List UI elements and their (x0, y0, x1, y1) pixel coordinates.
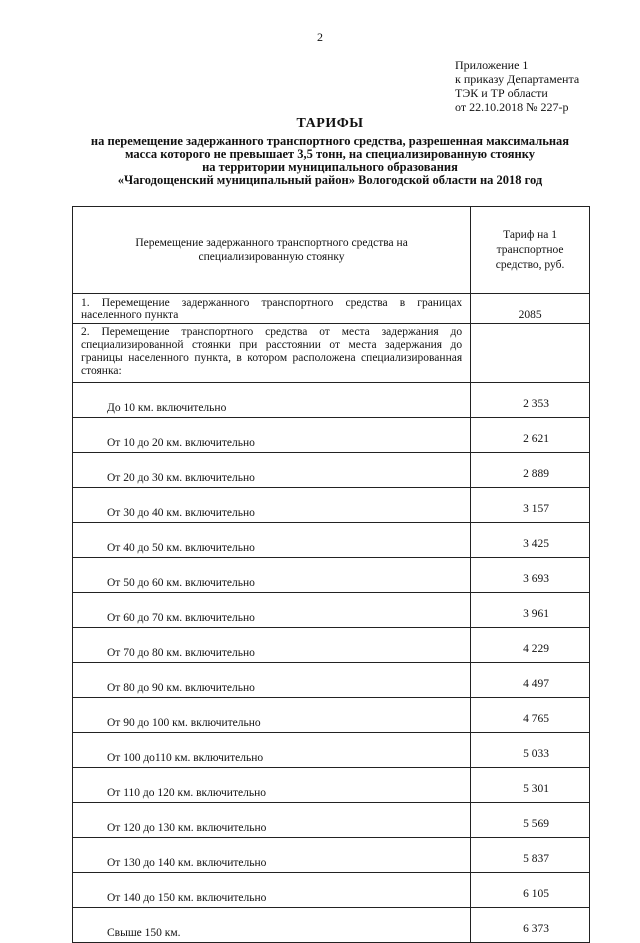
table-row (73, 488, 590, 523)
tariff-value: 3 425 (471, 523, 590, 558)
distance-label: От 40 до 50 км. включительно (73, 523, 471, 558)
table-header-row (73, 207, 590, 294)
table-row (73, 663, 590, 698)
table-row (73, 453, 590, 488)
table-row (73, 294, 590, 324)
appendix-line: к приказу Департамента (455, 72, 580, 86)
distance-label: От 100 до110 км. включительно (73, 733, 471, 768)
tariff-value: 6 105 (471, 873, 590, 908)
tariff-value: 5 033 (471, 733, 590, 768)
tariff-value: 5 837 (471, 838, 590, 873)
tariff-value: 3 693 (471, 558, 590, 593)
distance-label: От 50 до 60 км. включительно (73, 558, 471, 593)
table-row (73, 838, 590, 873)
table-row (73, 558, 590, 593)
distance-label: От 140 до 150 км. включительно (73, 873, 471, 908)
document-subtitle (40, 135, 620, 187)
header-tariff: Тариф на 1 транспортное средство, руб. (471, 207, 590, 294)
subtitle-line: на территории муниципального образования (202, 160, 458, 174)
distance-label: От 20 до 30 км. включительно (73, 453, 471, 488)
tariff-value: 5 569 (471, 803, 590, 838)
tariff-table (72, 206, 590, 943)
subtitle-line: масса которого не превышает 3,5 тонн, на специализированную стоянку (124, 147, 535, 161)
tariff-value: 5 301 (471, 768, 590, 803)
table-row (73, 768, 590, 803)
subtitle-line: на перемещение задержанного транспортного средства, разрешенная максимальная (90, 134, 570, 148)
appendix-block (455, 58, 579, 114)
tariff-value: 4 765 (471, 698, 590, 733)
row-description: 1. Перемещение задержанного транспортного средства в границах населенного пункта (73, 294, 471, 324)
page-number: 2 (317, 30, 323, 44)
table-row (73, 873, 590, 908)
row-description: 2. Перемещение транспортного средства от места задержания до специализированной стоянки при расстоянии от места задержания до границы населенного пункта, в котором расположена специализированная стоянка: (73, 324, 471, 383)
distance-label: От 90 до 100 км. включительно (73, 698, 471, 733)
tariff-value: 3 961 (471, 593, 590, 628)
tariff-value: 2 889 (471, 453, 590, 488)
tariff-value: 6 373 (471, 908, 590, 943)
table-row (73, 733, 590, 768)
table-row (73, 324, 590, 383)
table-row (73, 523, 590, 558)
distance-label: От 30 до 40 км. включительно (73, 488, 471, 523)
table-row (73, 698, 590, 733)
appendix-line: ТЭК и ТР области (455, 86, 548, 100)
distance-label: От 110 до 120 км. включительно (73, 768, 471, 803)
distance-label: От 130 до 140 км. включительно (73, 838, 471, 873)
distance-label: От 60 до 70 км. включительно (73, 593, 471, 628)
distance-label: От 120 до 130 км. включительно (73, 803, 471, 838)
table-row (73, 593, 590, 628)
tariff-value: 2 353 (471, 383, 590, 418)
document-title: ТАРИФЫ (296, 116, 364, 131)
distance-label: От 70 до 80 км. включительно (73, 628, 471, 663)
table-row (73, 628, 590, 663)
header-description: Перемещение задержанного транспортного средства на специализированную стоянку (73, 207, 471, 294)
appendix-line: Приложение 1 (455, 58, 529, 72)
tariff-value: 4 229 (471, 628, 590, 663)
subtitle-line: «Чагодощенский муниципальный район» Вологодской области на 2018 год (117, 173, 543, 187)
table-row (73, 803, 590, 838)
distance-label: Свыше 150 км. (73, 908, 471, 943)
distance-label: От 10 до 20 км. включительно (73, 418, 471, 453)
tariff-value: 2 621 (471, 418, 590, 453)
distance-label: От 80 до 90 км. включительно (73, 663, 471, 698)
table-row (73, 383, 590, 418)
tariff-value: 3 157 (471, 488, 590, 523)
row-tariff: 2085 (471, 294, 590, 324)
appendix-line: от 22.10.2018 № 227-р (455, 100, 569, 114)
distance-label: До 10 км. включительно (73, 383, 471, 418)
table-row (73, 908, 590, 943)
row-tariff (471, 324, 590, 383)
tariff-value: 4 497 (471, 663, 590, 698)
table-row (73, 418, 590, 453)
